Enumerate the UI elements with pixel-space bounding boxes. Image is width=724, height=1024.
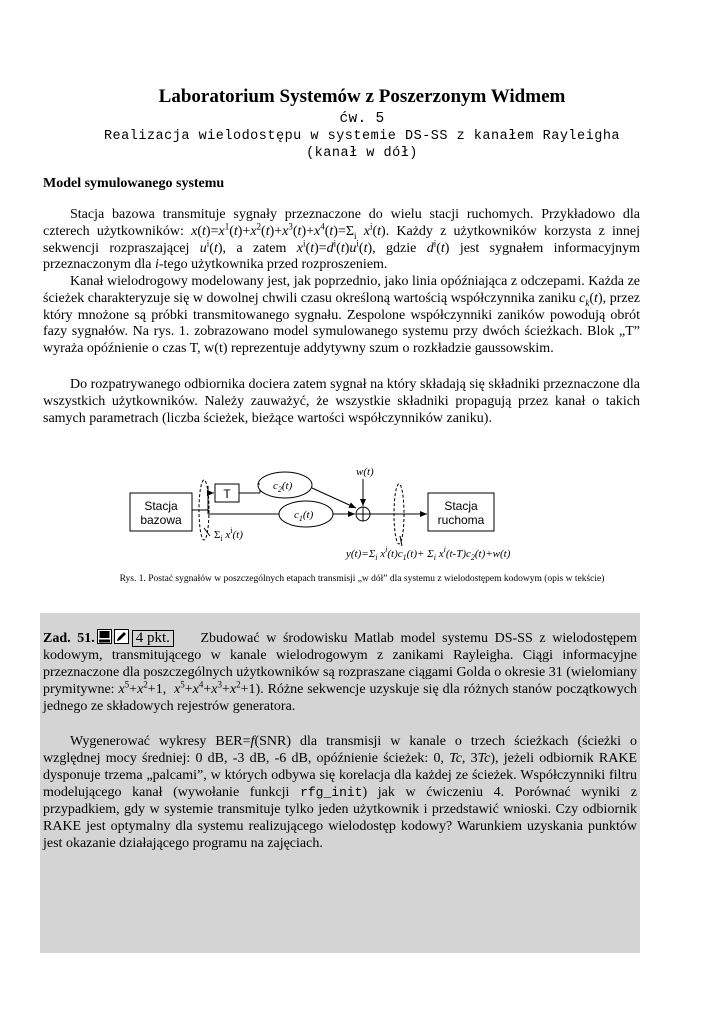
- formula-x-du: $x^i(t)=d^i(t)u^i(t)$: [296, 237, 373, 256]
- task-paragraph-1: Zad. 51. 4 pkt. Zbudować w środowisku Matlab model systemu DS-SS z wielodostępem kodowym, transmitującego w kanale wielodrogowym z zanikami Rayleigha. Ciągi informacyjne przeznaczone dla poszczególnych użytkowników są rozpraszane ciągami Golda o okresie 31 (wielomiany prymitywne: $x^5+x^2+1$, $x^5+x^4+x^3+x^2+1$). Różne sekwencje uzyskuje się dla różnych stanów początkowych jednego ze składowych rejestrów generatora.: [43, 630, 638, 714]
- base-station-label-2: bazowa: [140, 513, 182, 527]
- document-subtitle-2: (kanał w dół): [306, 146, 418, 161]
- noise-label: w(t): [356, 466, 374, 478]
- mobile-station-label-2: ruchoma: [437, 513, 485, 527]
- pencil-icon: [114, 629, 129, 644]
- base-station-label-1: Stacja: [144, 499, 178, 513]
- task-paragraph-2: Wygenerować wykresy BER=f(SNR) dla transmisji w kanale o trzech ścieżkach (ścieżki o względnej mocy średniej: 0 dB, -3 dB, -6 dB, opóźnienie ścieżek: 0, Tc, 3Tc), jeżeli odbiornik RAKE dysponuje trzema „palcami”, w których odbywa się korelacja dla każdej ze ścieżek. Współczynniki filtru modelującego kanał (wywołanie funkcji rfg_init) jak w ćwiczeniu 4. Porównać wyniki z przypadkiem, gdy w systemie transmituje tylko jeden użytkownik i przedstawić wnioski. Czy odbiornik RAKE jest optymalny dla systemu realizującego wielodostęp kodowy? Warunkiem uzyskania punktów jest okazanie działającego programu na zajęciach.: [43, 734, 638, 851]
- formula-d: $d^i(t)$: [426, 237, 450, 256]
- function-name: rfg_init: [300, 785, 363, 800]
- formula-ck: $c_k(t)$: [579, 290, 603, 308]
- formula-u: $u^i(t)$: [199, 237, 223, 256]
- computer-icon: [97, 629, 112, 644]
- task-label: Zad. 51.: [43, 631, 95, 646]
- coef-c2-label: $c_2(t)$: [273, 480, 293, 494]
- paragraph-3: Do rozpatrywanego odbiornika dociera zatem sygnał na który składają się składniki przeznaczone dla wszystkich użytkowników. Należy zauważyć, że wszystkie składniki propagują przez kanał o takich samych parametrach (liczba ścieżek, bieżące wartości współczynników zaniku).: [43, 377, 640, 426]
- section-heading: Model symulowanego systemu: [43, 176, 225, 191]
- coef-c1-label: $c_1(t)$: [294, 509, 314, 523]
- system-model-diagram: [120, 458, 540, 570]
- formula-x-sum: $x(t)=x^1(t)+x^2(t)+x^3(t)+x^4(t)=\Sigma_i$ $x^i(t)$: [191, 221, 386, 241]
- points-badge: 4 pkt.: [132, 630, 174, 647]
- task-box: [40, 613, 640, 953]
- document-subtitle: Realizacja wielodostępu w systemie DS-SS z kanałem Rayleigha: [103, 129, 621, 144]
- document-title: Laboratorium Systemów z Poszerzonym Widmem: [158, 86, 566, 107]
- rx-equation-label: $y(t)=\Sigma_i$ $x^i(t)c_1(t)+ \Sigma_i$ $x^i(t-T)c_2(t)+w(t)$: [346, 545, 511, 562]
- figure-caption: Rys. 1. Postać sygnałów w poszczególnych etapach transmisji „w dół” dla systemu z wielodostępem kodowym (opis w tekście): [119, 574, 605, 584]
- polynomials: $x^5+x^2+1$, $x^5+x^4+x^3+x^2+1$: [118, 679, 256, 697]
- paragraph-2: Kanał wielodrogowy modelowany jest, jak poprzednio, jako linia opóźniająca z odczepami. Każda ze ścieżek charakteryzuje się w dowolnej chwili czasu określoną wartością współczynnika zaniku $c_k(t)$, przez który mnożone są próbki transmitowanego sygnału. Zespolone współczynniki zaników powodują obrót fazy sygnałów. Na rys. 1. zobrazowano model symulowanego systemu przy dwóch ścieżkach. Blok „T” wyraża opóźnienie o czas T, w(t) reprezentuje addytywny szum o rozkładzie gaussowskim.: [43, 274, 640, 357]
- paragraph-1: Stacja bazowa transmituje sygnały przeznaczone do wielu stacji ruchomych. Przykładowo dla czterech użytkowników: $x(t)=x^1(t)+x^2(t)+x^3(t)+x^4(t)=\Sigma_i$ $x^i(t)$. Każdy z użytkowników korzysta z innej sekwencji rozpraszającej $u^i(t)$, a zatem $x^i(t)=d^i(t)u^i(t)$, gdzie $d^i(t)$ jest sygnałem informacyjnym przeznaczonym dla i-tego użytkownika przed rozproszeniem.: [43, 207, 640, 273]
- delay-label: T: [223, 487, 231, 501]
- exercise-number: ćw. 5: [339, 111, 385, 127]
- tx-sum-label: $\Sigma_i$ $x^i(t)$: [214, 526, 243, 543]
- mobile-station-label-1: Stacja: [444, 499, 478, 513]
